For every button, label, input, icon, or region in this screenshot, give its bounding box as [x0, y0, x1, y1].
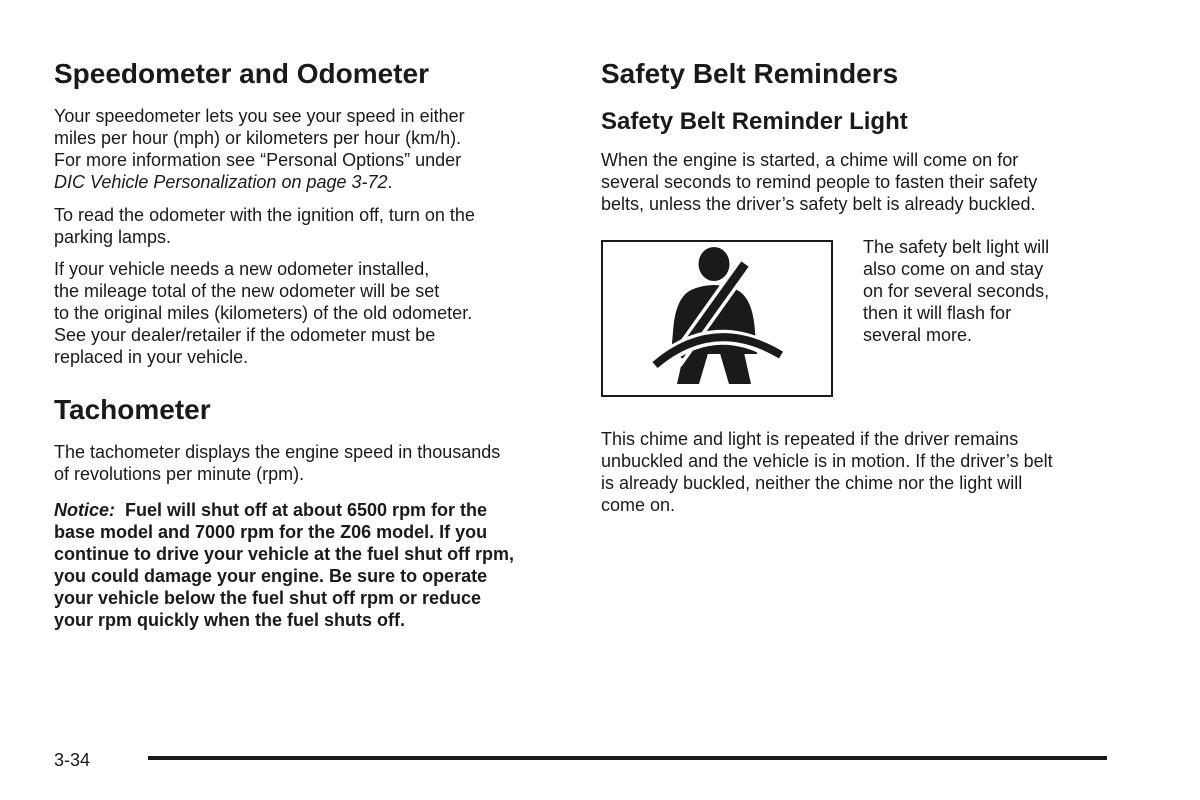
chime-repeat-paragraph	[601, 428, 1053, 516]
text-line	[54, 499, 514, 521]
page-number: 3-34	[54, 750, 91, 770]
safety-belt-reminder-light-subheading: Safety Belt Reminder Light	[601, 108, 908, 135]
text-line	[54, 171, 465, 193]
text-line: also come on and stay	[863, 259, 1044, 279]
text-line: Your speedometer lets you see your speed in either	[54, 106, 465, 126]
text-line: you could damage your engine. Be sure to operate	[54, 566, 488, 586]
safety-belt-reminders-heading: Safety Belt Reminders	[601, 58, 899, 89]
text-line: to the original miles (kilometers) of the old odometer.	[54, 303, 473, 323]
speedometer-heading: Speedometer and Odometer	[54, 58, 429, 89]
text-line: miles per hour (mph) or kilometers per hour (km/h).	[54, 128, 462, 148]
notice-label: Notice:	[54, 500, 116, 520]
seatbelt-figure	[601, 240, 833, 397]
text-line: several more.	[863, 325, 973, 345]
text-line: parking lamps.	[54, 227, 172, 247]
tachometer-paragraph	[54, 441, 500, 485]
text-line: replaced in your vehicle.	[54, 347, 249, 367]
text-line: When the engine is started, a chime will come on for	[601, 150, 1019, 170]
text-line: continue to drive your vehicle at the fuel shut off rpm,	[54, 544, 515, 564]
text-line: on for several seconds,	[863, 281, 1050, 301]
text-line: This chime and light is repeated if the driver remains	[601, 429, 1019, 449]
text-line: For more information see “Personal Options” under	[54, 150, 462, 170]
seatbelt-icon	[603, 242, 831, 395]
text-fragment: Fuel will shut off at about 6500 rpm for the	[125, 500, 488, 520]
notice-paragraph	[54, 499, 514, 631]
text-line: the mileage total of the new odometer will be set	[54, 281, 440, 301]
text-line: your rpm quickly when the fuel shuts off.	[54, 610, 406, 630]
safety-belt-intro-paragraph	[601, 149, 1037, 215]
cross-reference-link[interactable]: DIC Vehicle Personalization on page 3-72	[54, 172, 388, 192]
tachometer-heading: Tachometer	[54, 394, 211, 425]
text-line: is already buckled, neither the chime nor the light will	[601, 473, 1023, 493]
text-line: unbuckled and the vehicle is in motion. If the driver’s belt	[601, 451, 1053, 471]
text-fragment: .	[387, 172, 393, 192]
text-line: your vehicle below the fuel shut off rpm or reduce	[54, 588, 482, 608]
text-line: then it will flash for	[863, 303, 1012, 323]
text-line: base model and 7000 rpm for the Z06 model. If you	[54, 522, 488, 542]
odometer-ignition-paragraph	[54, 204, 475, 248]
text-line: The tachometer displays the engine speed in thousands	[54, 442, 501, 462]
text-line: several seconds to remind people to fasten their safety	[601, 172, 1038, 192]
safety-belt-light-side-text	[863, 236, 1049, 346]
footer-rule	[148, 756, 1107, 760]
text-line: To read the odometer with the ignition off, turn on the	[54, 205, 475, 225]
text-line: come on.	[601, 495, 676, 515]
text-line: of revolutions per minute (rpm).	[54, 464, 305, 484]
text-line: If your vehicle needs a new odometer installed,	[54, 259, 430, 279]
text-line: belts, unless the driver’s safety belt is already buckled.	[601, 194, 1036, 214]
speedometer-paragraph	[54, 105, 465, 193]
text-line: See your dealer/retailer if the odometer must be	[54, 325, 436, 345]
odometer-replacement-paragraph	[54, 258, 472, 368]
text-line: The safety belt light will	[863, 237, 1050, 257]
